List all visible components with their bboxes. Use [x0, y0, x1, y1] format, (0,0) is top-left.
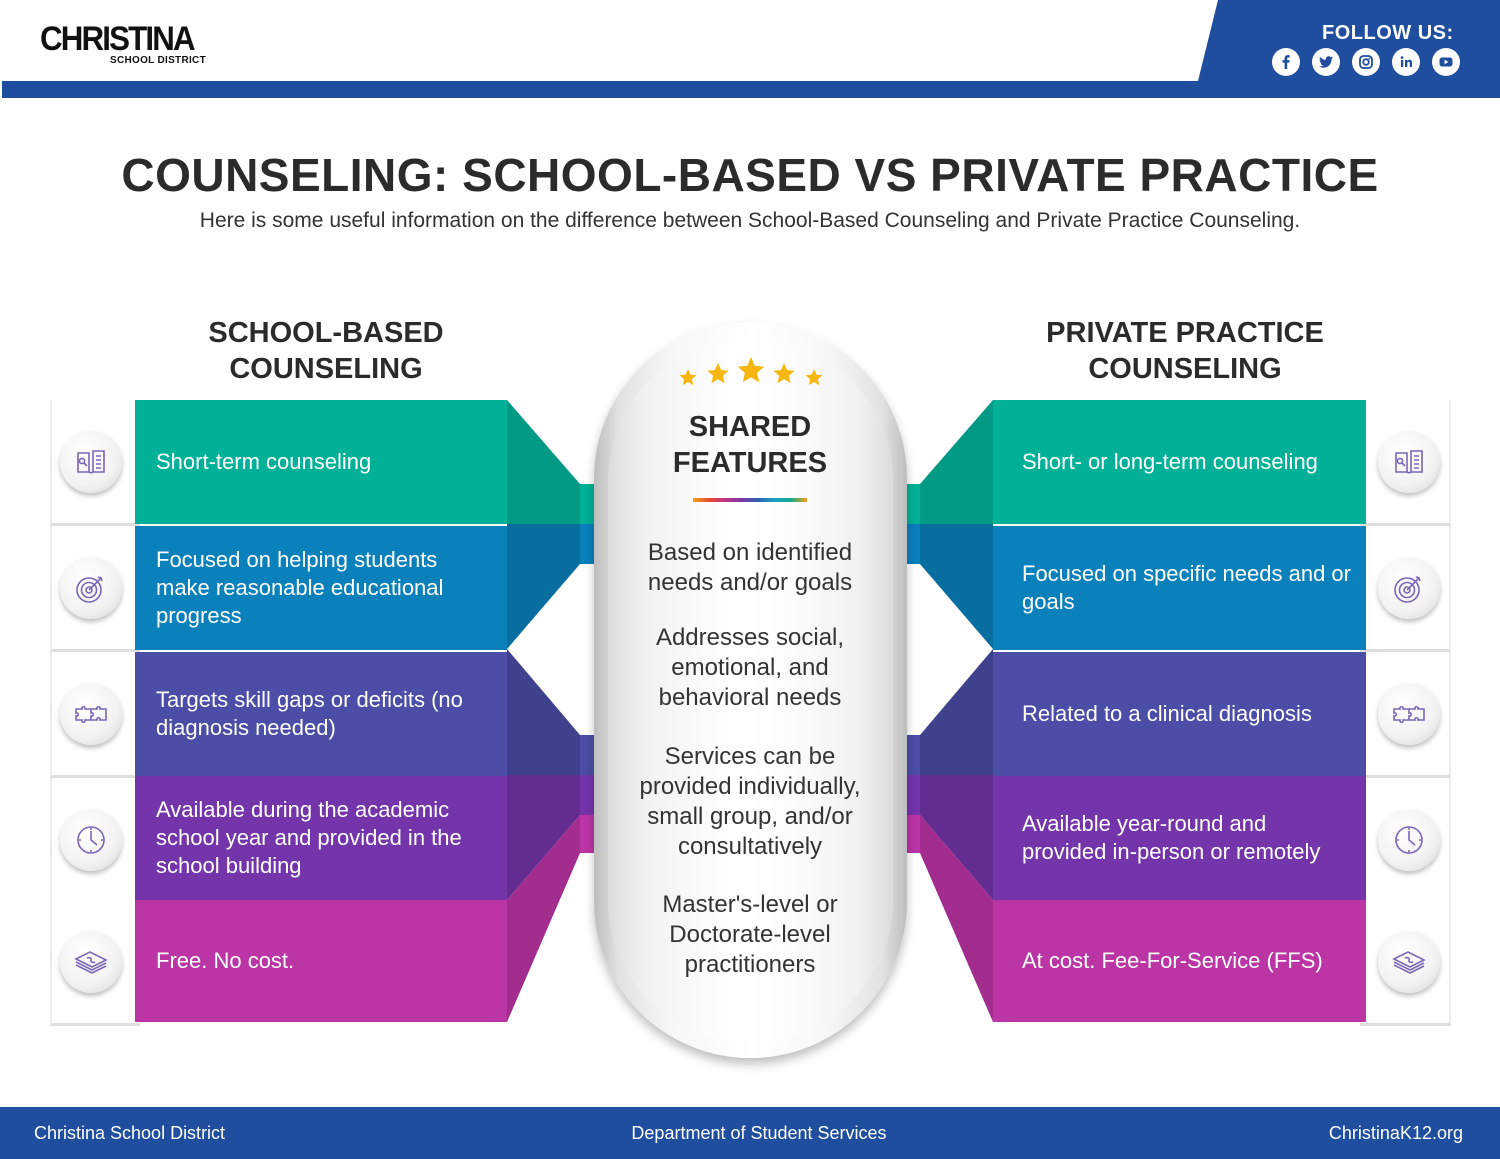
left-icon-cell-2 [50, 526, 140, 652]
money-icon [60, 931, 122, 993]
page-subtitle: Here is some useful information on the difference between School-Based Counseling and Private Practice Counseling. [199, 209, 1301, 232]
shared-feature-item: Addresses social, emotional, and behavioral needs [655, 624, 845, 711]
private-practice-heading-line2: COUNSELING [1088, 353, 1282, 385]
puzzle-icon [1378, 683, 1440, 745]
connector-left-3-strip [580, 735, 594, 775]
connector-right-3-strip [906, 735, 920, 775]
footer-website-link[interactable]: ChristinaK12.org [1328, 1123, 1463, 1143]
star-icon [738, 357, 765, 382]
shared-features-title-line1: SHARED [688, 411, 812, 443]
star-rating [676, 355, 826, 395]
connector-left-4-strip [580, 775, 594, 815]
school-based-item-text: Available during the academic school year and provided in the school building [156, 797, 462, 878]
linkedin-icon[interactable] [1392, 48, 1420, 76]
star-icon [773, 363, 794, 383]
rainbow-divider [693, 498, 807, 502]
book-icon [1378, 431, 1440, 493]
private-practice-item-text: Short- or long-term counseling [1022, 449, 1318, 474]
connector-left-1 [507, 400, 580, 524]
school-based-item [135, 400, 507, 524]
school-based-heading-line1: SCHOOL-BASED [208, 317, 444, 349]
shared-feature-item: Based on identified needs and/or goals [647, 539, 853, 596]
puzzle-icon [60, 683, 122, 745]
district-logo[interactable] [40, 22, 220, 72]
private-practice-item-text: Available year-round and provided in-person or remotely [1022, 811, 1321, 864]
school-based-item [135, 900, 507, 1022]
left-icon-cell-5 [50, 900, 140, 1026]
youtube-icon[interactable] [1432, 48, 1460, 76]
right-icon-cell-4 [1360, 778, 1451, 904]
left-icon-cell-4 [50, 778, 140, 904]
private-practice-item-text: At cost. Fee-For-Service (FFS) [1022, 948, 1323, 973]
money-icon [1378, 931, 1440, 993]
twitter-icon[interactable] [1312, 48, 1340, 76]
private-practice-heading [975, 315, 1395, 387]
page-title: COUNSELING: SCHOOL-BASED VS PRIVATE PRACTICE [121, 149, 1379, 201]
connector-right-2-strip [906, 524, 920, 564]
star-icon [806, 369, 823, 385]
page-header [0, 0, 1500, 98]
connector-left-2-strip [580, 524, 594, 564]
book-icon [60, 431, 122, 493]
page-footer [0, 1107, 1500, 1159]
private-practice-item-text: Focused on specific needs and or goals [1022, 561, 1351, 614]
facebook-icon[interactable] [1272, 48, 1300, 76]
connector-left-5 [507, 815, 580, 1022]
footer-department: Department of Student Services [631, 1123, 887, 1143]
logo-subtitle: SCHOOL DISTRICT [110, 55, 206, 66]
connector-left-4 [507, 775, 580, 900]
school-based-heading [116, 315, 536, 387]
school-based-item [135, 776, 507, 900]
connector-right-3 [920, 649, 993, 775]
connector-left-2 [507, 524, 580, 649]
instagram-icon[interactable] [1352, 48, 1380, 76]
school-based-item [135, 526, 507, 650]
connector-left-5-strip [580, 815, 594, 853]
shared-feature-item: Master's-level or Doctorate-level practitioners [662, 891, 838, 978]
logo-wordmark: CHRISTINA [40, 20, 194, 58]
right-icon-cell-3 [1360, 652, 1451, 778]
left-icon-cell-1 [50, 400, 140, 526]
target-icon [1378, 557, 1440, 619]
private-practice-item [993, 400, 1366, 524]
target-icon [60, 557, 122, 619]
private-practice-item [993, 526, 1366, 650]
right-icon-cell-5 [1360, 900, 1451, 1026]
right-icon-cell-1 [1360, 400, 1451, 526]
connector-right-4 [920, 775, 993, 900]
left-icon-cell-3 [50, 652, 140, 778]
school-based-item-text: Short-term counseling [156, 449, 372, 474]
shared-features-title [620, 409, 880, 481]
right-icon-cell-2 [1360, 526, 1451, 652]
private-practice-item [993, 776, 1366, 900]
shared-features-title-line2: FEATURES [672, 447, 828, 479]
connector-right-4-strip [906, 775, 920, 815]
shared-feature-item: Services can be provided individually, small group, and/or consultatively [639, 743, 861, 860]
connector-left-1-strip [580, 484, 594, 524]
follow-us-label: FOLLOW US: [1322, 22, 1454, 44]
school-based-item-text: Free. No cost. [156, 948, 295, 973]
header-bar [2, 81, 1500, 98]
clock-icon [1378, 809, 1440, 871]
private-practice-item [993, 900, 1366, 1022]
social-links [1272, 48, 1460, 76]
connector-right-5-strip [906, 815, 920, 853]
connector-right-2 [920, 524, 993, 649]
star-icon [707, 363, 728, 383]
private-practice-item [993, 652, 1366, 776]
private-practice-heading-line1: PRIVATE PRACTICE [1046, 317, 1324, 349]
school-based-item [135, 652, 507, 776]
connector-right-1 [920, 400, 993, 524]
school-based-heading-line2: COUNSELING [229, 353, 423, 385]
private-practice-item-text: Related to a clinical diagnosis [1022, 701, 1312, 726]
clock-icon [60, 809, 122, 871]
footer-district-name: Christina School District [34, 1123, 226, 1143]
school-based-item-text: Focused on helping students make reasonable educational progress [156, 547, 444, 628]
connector-right-1-strip [906, 484, 920, 524]
school-based-item-text: Targets skill gaps or deficits (no diagnosis needed) [156, 687, 463, 740]
connector-left-3 [507, 649, 580, 775]
connector-right-5 [920, 815, 993, 1022]
star-icon [680, 369, 697, 385]
